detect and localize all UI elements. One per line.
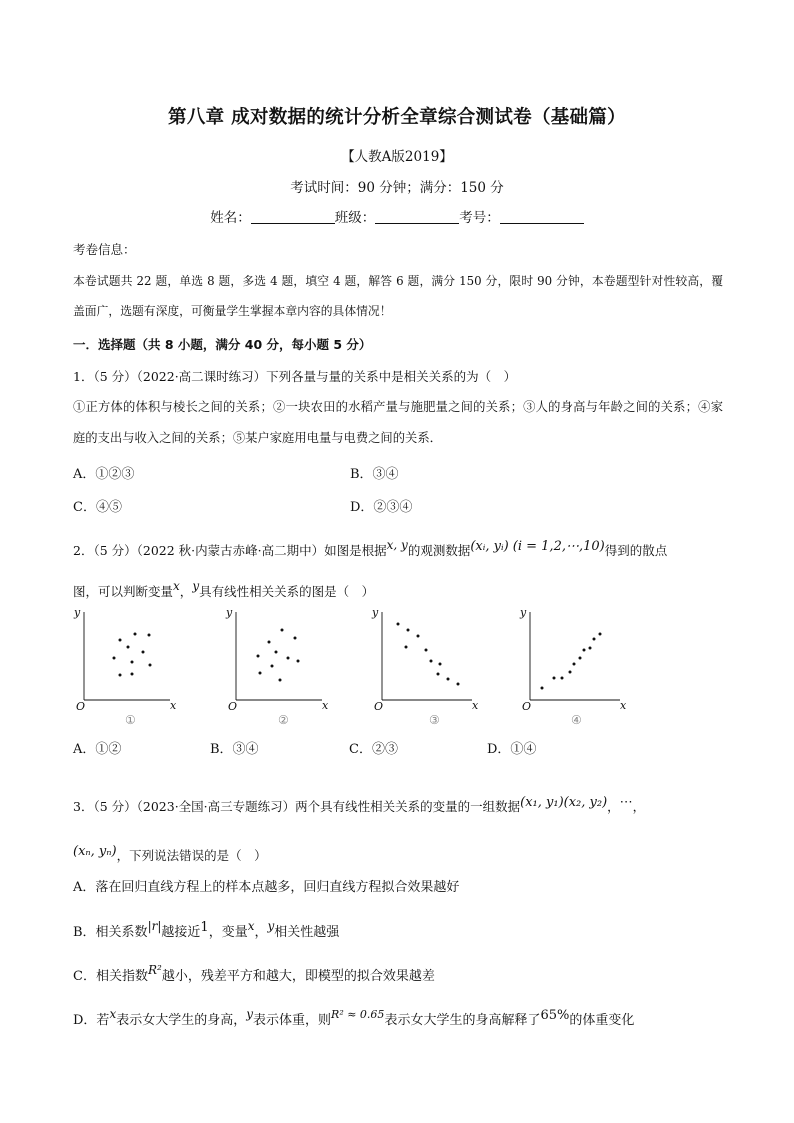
q1-option-b[interactable]: B．③④ [350, 467, 399, 482]
x-axis-label: x [322, 699, 329, 712]
x-axis-label: x [620, 699, 627, 712]
data-point [257, 655, 260, 658]
data-point [573, 663, 576, 666]
id-label: 考号： [459, 210, 500, 226]
q3-last-expr: (xₙ, yₙ) [73, 844, 117, 859]
q3-b-one: 1 [200, 920, 209, 935]
q3-b-text-4: ， [254, 925, 268, 940]
q2-option-c[interactable]: C．②③ [349, 742, 398, 757]
q3-d-text-5: 的体重变化 [569, 1013, 635, 1028]
scatter-plot-1 [70, 606, 190, 735]
q3-d-text-3: 表示体重，则 [253, 1013, 332, 1028]
plot-label: ③ [429, 713, 440, 727]
data-point [437, 673, 440, 676]
q3-option-a[interactable]: A．落在回归直线方程上的样本点越多，回归直线方程拟合效果越好 [73, 880, 460, 895]
scatter-points [397, 623, 460, 686]
origin-label: O [374, 700, 384, 713]
data-point [275, 651, 278, 654]
data-point [447, 678, 450, 681]
scatter-plot-3 [368, 606, 488, 735]
scatter-plot-2 [222, 606, 342, 735]
q1-option-d[interactable]: D．②③④ [350, 500, 413, 515]
q3-b-text-2: 越接近 [161, 925, 201, 940]
data-point [439, 663, 442, 666]
y-axis-label: y [520, 606, 527, 619]
q2-option-d[interactable]: D．①④ [487, 742, 537, 757]
data-point [583, 649, 586, 652]
q3-sep: ， [607, 799, 620, 814]
q3-stem-a: 3．（5 分）（2023·全国·高三专题练习）两个具有线性相关关系的变量的一组数据 [73, 799, 521, 814]
y-axis-label: y [226, 606, 233, 619]
exam-time: 考试时间：90 分钟；满分：150 分 [290, 180, 504, 196]
data-point [593, 638, 596, 641]
y-axis-label: y [74, 606, 81, 619]
origin-label: O [76, 700, 86, 713]
q2-var-xy: x, y [386, 538, 408, 552]
q1-stem: 1．（5 分）（2022·高二课时练习）下列各量与量的关系中是相关关系的为（ ） [73, 369, 517, 384]
q2-var-x: x [173, 579, 180, 593]
data-point [268, 641, 271, 644]
scatter-points [113, 633, 152, 677]
q2-line2-b: ， [179, 584, 193, 599]
data-point [127, 646, 130, 649]
data-point [425, 649, 428, 652]
q3-line2: ，下列说法错误的是（ ） [116, 848, 267, 863]
scatter-points [541, 633, 602, 690]
info-body: 本卷试题共 22 题，单选 8 题，多选 4 题，填空 4 题，解答 6 题，满分 150 分，限时 90 分钟，本卷题型针对性较高，覆盖面广，选题有深度，可衡量学生掌握本章内容的具体情况！ [73, 274, 723, 318]
info-heading: 考卷信息： [73, 242, 136, 257]
origin-label: O [228, 700, 238, 713]
data-point [131, 661, 134, 664]
data-point [294, 637, 297, 640]
q3-b-text-1: B．相关系数 [73, 925, 148, 940]
data-point [281, 629, 284, 632]
plot-label: ① [125, 713, 136, 727]
plot-label: ② [278, 713, 289, 727]
data-point [119, 674, 122, 677]
data-point [271, 665, 274, 668]
name-blank[interactable] [251, 211, 335, 224]
data-point [430, 660, 433, 663]
q3-d-pct: 65% [540, 1008, 570, 1023]
plot-label: ④ [571, 713, 582, 727]
q3-b-text-5: 相关性越强 [274, 925, 340, 940]
q3-option-d[interactable] [73, 1009, 634, 1028]
data-point [405, 646, 408, 649]
q2-stem-b: 的观测数据 [407, 543, 471, 558]
q3-stem-line2 [73, 846, 267, 864]
origin-label: O [522, 700, 532, 713]
q2-stem-a: 2．（5 分）（2022 秋·内蒙古赤峰·高二期中）如图是根据 [73, 543, 387, 558]
page-title: 第八章 成对数据的统计分析全章综合测试卷（基础篇） [168, 107, 626, 128]
section-heading: 一．选择题（共 8 小题，满分 40 分，每小题 5 分） [73, 337, 372, 352]
q3-b-y: y [267, 919, 275, 933]
q3-d-r2: R² ≈ 0.65 [331, 1008, 385, 1021]
q3-d-text-2: 表示女大学生的身高， [116, 1013, 247, 1028]
q3-b-x: x [247, 919, 255, 933]
data-point [287, 657, 290, 660]
data-point [148, 634, 151, 637]
q3-b-text-3: ，变量 [208, 925, 248, 940]
q2-line2-c: 具有线性相关关系的图是（ ） [199, 584, 375, 599]
q1-option-c[interactable]: C．④⑤ [73, 500, 122, 515]
data-point [297, 660, 300, 663]
data-point [149, 664, 152, 667]
q2-stem-line2 [73, 579, 375, 600]
q3-c-text-2: 越小，残差平方和越大，即模型的拟合效果越差 [161, 969, 435, 984]
data-point [541, 687, 544, 690]
data-point [142, 651, 145, 654]
scatter-plot-4-svg [516, 606, 636, 731]
data-point [131, 673, 134, 676]
q3-option-b[interactable] [73, 921, 339, 940]
data-point [279, 679, 282, 682]
scatter-plot-2-svg [222, 606, 342, 731]
q2-data-expr: (xᵢ, yᵢ) (i = 1,2,⋯,10) [470, 539, 605, 554]
q3-d-x: x [109, 1007, 117, 1021]
class-label: 班级： [334, 210, 376, 226]
q3-c-r2: R² [147, 963, 162, 977]
edition-label: 【人教A版2019】 [341, 149, 453, 165]
q3-tail: ， [632, 799, 646, 814]
data-point [553, 677, 556, 680]
data-point [599, 633, 602, 636]
q3-stem-line1 [73, 797, 645, 815]
scatter-plot-3-svg [368, 606, 488, 731]
student-info-line [0, 206, 794, 226]
q3-c-text-1: C．相关指数 [73, 969, 148, 984]
q3-d-y: y [246, 1007, 254, 1021]
data-point [119, 639, 122, 642]
x-axis-label: x [170, 699, 177, 712]
y-axis-label: y [372, 606, 379, 619]
q3-dots: ⋯ [619, 795, 633, 810]
data-point [457, 683, 460, 686]
name-label: 姓名： [210, 210, 251, 226]
q3-option-c[interactable] [73, 965, 435, 984]
data-point [569, 671, 572, 674]
q2-var-y: y [192, 579, 200, 593]
q1-body: ①正方体的体积与棱长之间的关系；②一块农田的水稻产量与施肥量之间的关系；③人的身高与年龄之间的关系；④家庭的支出与收入之间的关系；⑤某户家庭用电量与电费之间的关系． [73, 400, 723, 445]
q2-option-b[interactable]: B．③④ [210, 742, 259, 757]
q2-line2-a: 图，可以判断变量 [73, 584, 174, 599]
data-point [113, 657, 116, 660]
q2-stem-line1 [73, 538, 668, 559]
q3-data-expr: (x₁, y₁)(x₂, y₂) [520, 795, 608, 810]
data-point [259, 672, 262, 675]
scatter-points [257, 629, 300, 682]
x-axis-label: x [472, 699, 479, 712]
data-point [561, 677, 564, 680]
data-point [134, 633, 137, 636]
q3-d-text-4: 表示女大学生的身高解释了 [384, 1013, 541, 1028]
data-point [589, 647, 592, 650]
id-blank[interactable] [500, 211, 584, 224]
q2-option-a[interactable]: A．①② [73, 742, 122, 757]
scatter-plot-1-svg [70, 606, 190, 731]
q1-option-a[interactable]: A．①②③ [73, 467, 135, 482]
q2-stem-c: 得到的散点 [604, 543, 668, 558]
q3-b-r: |r| [147, 919, 162, 933]
data-point [579, 657, 582, 660]
class-blank[interactable] [375, 211, 459, 224]
q3-d-text-1: D．若 [73, 1013, 110, 1028]
data-point [397, 623, 400, 626]
data-point [407, 629, 410, 632]
data-point [417, 635, 420, 638]
scatter-plot-4 [516, 606, 636, 735]
